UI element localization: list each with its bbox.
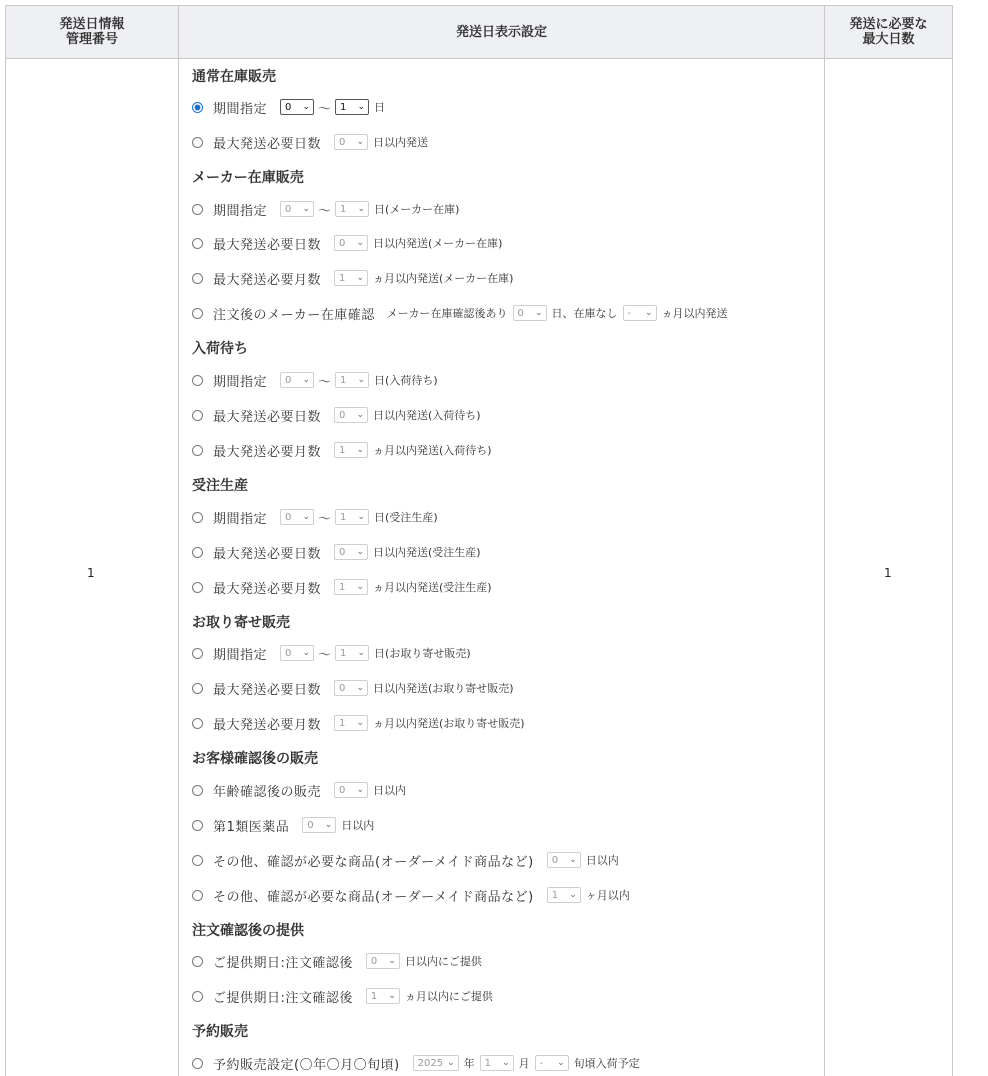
option-label: その他、確認が必要な商品(オーダーメイド商品など) xyxy=(213,854,534,870)
option-row[interactable] xyxy=(192,440,494,460)
option-suffix: ヵ月以内にご提供 xyxy=(404,990,493,1003)
option-suffix: ヵ月以内発送 xyxy=(661,307,728,320)
dropdown-value: 0 xyxy=(339,237,346,249)
option-label: 最大発送必要日数 xyxy=(213,409,322,425)
option-row[interactable] xyxy=(192,370,440,390)
header-management-number xyxy=(6,6,178,58)
option-suffix: ヵ月以内発送(お取り寄せ販売) xyxy=(373,717,525,730)
radio-button[interactable] xyxy=(192,445,203,456)
chevron-down-icon: ⌄ xyxy=(356,410,365,420)
dropdown-value: 0 xyxy=(339,784,346,796)
option-suffix: ヶ月以内 xyxy=(585,889,630,902)
option-label: 最大発送必要日数 xyxy=(213,136,322,152)
option-row[interactable] xyxy=(192,951,484,971)
chevron-down-icon: ⌄ xyxy=(356,683,365,693)
dropdown-value: 1 xyxy=(340,511,347,523)
dropdown-value: - xyxy=(627,307,632,319)
dropdown-value: 0 xyxy=(285,101,292,113)
option-suffix: 年 xyxy=(463,1057,475,1070)
option-label: 最大発送必要日数 xyxy=(213,682,322,698)
chevron-down-icon: ⌄ xyxy=(388,991,396,1001)
dropdown-select[interactable] xyxy=(302,817,336,833)
section-title: 受注生産 xyxy=(192,478,248,494)
radio-button[interactable] xyxy=(192,785,203,796)
chevron-down-icon: ⌄ xyxy=(302,648,311,658)
dropdown-select[interactable] xyxy=(334,270,368,286)
dropdown-value: 0 xyxy=(307,819,314,831)
dropdown-select[interactable] xyxy=(334,442,368,458)
option-suffix: 日以内 xyxy=(341,819,375,832)
chevron-down-icon: ⌄ xyxy=(356,718,365,728)
dropdown-value: 0 xyxy=(285,203,292,215)
dropdown-select[interactable] xyxy=(547,887,581,903)
dropdown-select[interactable] xyxy=(334,782,368,798)
tilde-separator: 〜 xyxy=(318,101,332,117)
dropdown-value: 1 xyxy=(484,1057,492,1069)
radio-button[interactable] xyxy=(192,273,203,284)
chevron-down-icon: ⌄ xyxy=(502,1058,510,1068)
option-suffix: ヵ月以内発送(入荷待ち) xyxy=(373,444,492,457)
option-label: 期間指定 xyxy=(213,511,268,527)
option-label: 最大発送必要月数 xyxy=(213,581,322,597)
dropdown-select[interactable] xyxy=(623,305,657,321)
chevron-down-icon: ⌄ xyxy=(357,102,366,112)
option-suffix: 日 xyxy=(374,101,386,114)
option-suffix: ヵ月以内発送(受注生産) xyxy=(373,581,492,594)
radio-button[interactable] xyxy=(192,375,203,386)
radio-button[interactable] xyxy=(192,683,203,694)
option-suffix: 日(お取り寄せ販売) xyxy=(374,647,471,660)
option-suffix: ヵ月以内発送(メーカー在庫) xyxy=(373,272,514,285)
option-label: 最大発送必要月数 xyxy=(213,717,322,733)
option-label: 第1類医薬品 xyxy=(213,819,290,835)
radio-button[interactable] xyxy=(192,820,203,831)
option-suffix: 旬頃入荷予定 xyxy=(573,1057,640,1070)
dropdown-value: 1 xyxy=(339,444,346,456)
option-row[interactable] xyxy=(192,850,621,870)
option-label: 期間指定 xyxy=(213,203,268,219)
option-suffix: 日以内 xyxy=(373,784,407,797)
chevron-down-icon: ⌄ xyxy=(447,1058,455,1068)
radio-button[interactable] xyxy=(192,890,203,901)
header-line: 発送日情報 xyxy=(59,17,125,32)
radio-button[interactable] xyxy=(192,718,203,729)
dropdown-select[interactable] xyxy=(280,372,314,388)
radio-button[interactable] xyxy=(192,102,203,113)
header-max-days xyxy=(825,6,952,58)
section-title: お取り寄せ販売 xyxy=(192,615,290,631)
option-suffix: 日以内発送(入荷待ち) xyxy=(373,409,481,422)
chevron-down-icon: ⌄ xyxy=(356,445,365,455)
section-title: お客様確認後の販売 xyxy=(192,751,318,767)
option-suffix: 月 xyxy=(518,1057,530,1070)
dropdown-value: 0 xyxy=(517,307,524,319)
dropdown-value: 1 xyxy=(340,647,347,659)
section-title: 通常在庫販売 xyxy=(192,69,276,85)
chevron-down-icon: ⌄ xyxy=(302,512,311,522)
shipping-date-table xyxy=(5,5,953,1076)
option-suffix: メーカー在庫確認後あり xyxy=(386,307,508,320)
option-label: 期間指定 xyxy=(213,647,268,663)
header-line: 最大日数 xyxy=(862,32,915,47)
column-divider xyxy=(178,6,179,1076)
chevron-down-icon: ⌄ xyxy=(534,308,543,318)
radio-button[interactable] xyxy=(192,648,203,659)
dropdown-value: 0 xyxy=(285,511,292,523)
tilde-separator: 〜 xyxy=(318,374,332,390)
option-row[interactable] xyxy=(192,1053,642,1073)
tilde-separator: 〜 xyxy=(318,647,332,663)
dropdown-select[interactable] xyxy=(335,372,369,388)
dropdown-value: 1 xyxy=(340,203,347,215)
option-row[interactable] xyxy=(192,97,387,117)
chevron-down-icon: ⌄ xyxy=(388,956,396,966)
option-suffix: 日以内発送(受注生産) xyxy=(373,546,481,559)
option-suffix: 日、在庫なし xyxy=(551,307,618,320)
radio-button[interactable] xyxy=(192,204,203,215)
chevron-down-icon: ⌄ xyxy=(569,855,577,865)
chevron-down-icon: ⌄ xyxy=(357,375,366,385)
chevron-down-icon: ⌄ xyxy=(302,102,311,112)
option-suffix: 日(メーカー在庫) xyxy=(374,203,460,216)
chevron-down-icon: ⌄ xyxy=(357,512,366,522)
tilde-separator: 〜 xyxy=(318,511,332,527)
option-row[interactable] xyxy=(192,233,504,253)
dropdown-select[interactable] xyxy=(535,1055,569,1071)
radio-button[interactable] xyxy=(192,855,203,866)
dropdown-value: 0 xyxy=(339,409,346,421)
radio-button[interactable] xyxy=(192,956,203,967)
option-label: 期間指定 xyxy=(213,101,268,117)
dropdown-select[interactable] xyxy=(280,201,314,217)
header-line: 発送に必要な xyxy=(849,17,928,32)
option-label: その他、確認が必要な商品(オーダーメイド商品など) xyxy=(213,889,534,905)
max-days-value: 1 xyxy=(884,566,892,580)
dropdown-value: 1 xyxy=(551,889,559,901)
option-label: 年齢確認後の販売 xyxy=(213,784,322,800)
option-label: 最大発送必要日数 xyxy=(213,546,322,562)
option-row[interactable] xyxy=(192,577,494,597)
dropdown-value: 0 xyxy=(370,955,378,967)
dropdown-select[interactable] xyxy=(280,645,314,661)
dropdown-select[interactable] xyxy=(413,1055,459,1071)
header-line: 発送日表示設定 xyxy=(455,24,547,40)
dropdown-select[interactable] xyxy=(513,305,547,321)
dropdown-select[interactable] xyxy=(366,988,400,1004)
radio-button[interactable] xyxy=(192,238,203,249)
dropdown-select[interactable] xyxy=(334,134,368,150)
dropdown-select[interactable] xyxy=(335,99,369,115)
option-label: ご提供期日:注文確認後 xyxy=(213,990,353,1006)
option-row[interactable] xyxy=(192,780,408,800)
dropdown-value: 0 xyxy=(339,136,346,148)
dropdown-value: 0 xyxy=(285,647,292,659)
dropdown-select[interactable] xyxy=(334,680,368,696)
chevron-down-icon: ⌄ xyxy=(302,204,311,214)
dropdown-select[interactable] xyxy=(480,1055,514,1071)
chevron-down-icon: ⌄ xyxy=(356,547,365,557)
option-row[interactable] xyxy=(192,713,527,733)
dropdown-value: 0 xyxy=(285,374,292,386)
option-label: 期間指定 xyxy=(213,374,268,390)
chevron-down-icon: ⌄ xyxy=(356,582,365,592)
dropdown-value: 1 xyxy=(339,581,346,593)
option-label: 予約販売設定(〇年〇月〇旬頃) xyxy=(213,1057,400,1073)
option-row[interactable] xyxy=(192,885,632,905)
dropdown-select[interactable] xyxy=(334,715,368,731)
chevron-down-icon: ⌄ xyxy=(356,273,365,283)
dropdown-value: 0 xyxy=(339,546,346,558)
option-row[interactable] xyxy=(192,303,730,323)
dropdown-value: 1 xyxy=(340,374,347,386)
radio-button[interactable] xyxy=(192,410,203,421)
option-row[interactable] xyxy=(192,815,376,835)
radio-button[interactable] xyxy=(192,512,203,523)
dropdown-select[interactable] xyxy=(335,509,369,525)
option-suffix: 日以内発送(メーカー在庫) xyxy=(373,237,503,250)
chevron-down-icon: ⌄ xyxy=(357,204,366,214)
dropdown-select[interactable] xyxy=(366,953,400,969)
option-row[interactable] xyxy=(192,132,430,152)
chevron-down-icon: ⌄ xyxy=(644,308,653,318)
option-row[interactable] xyxy=(192,268,515,288)
chevron-down-icon: ⌄ xyxy=(557,1058,565,1068)
option-suffix: 日以内発送(お取り寄せ販売) xyxy=(373,682,514,695)
option-label: ご提供期日:注文確認後 xyxy=(213,955,353,971)
option-row[interactable] xyxy=(192,643,473,663)
management-number-value: 1 xyxy=(87,566,95,580)
dropdown-value: 1 xyxy=(370,990,378,1002)
radio-button[interactable] xyxy=(192,308,203,319)
dropdown-select[interactable] xyxy=(335,645,369,661)
option-row[interactable] xyxy=(192,986,495,1006)
dropdown-value: 2025 xyxy=(417,1057,444,1069)
dropdown-select[interactable] xyxy=(280,509,314,525)
option-label: 最大発送必要月数 xyxy=(213,272,322,288)
dropdown-value: 1 xyxy=(339,717,346,729)
option-row[interactable] xyxy=(192,199,461,219)
option-label: 最大発送必要日数 xyxy=(213,237,322,253)
dropdown-value: 1 xyxy=(339,272,346,284)
radio-button[interactable] xyxy=(192,547,203,558)
dropdown-select[interactable] xyxy=(334,579,368,595)
dropdown-select[interactable] xyxy=(334,235,368,251)
dropdown-select[interactable] xyxy=(280,99,314,115)
dropdown-value: - xyxy=(539,1057,544,1069)
option-suffix: 日(受注生産) xyxy=(374,511,438,524)
dropdown-value: 0 xyxy=(551,854,559,866)
chevron-down-icon: ⌄ xyxy=(356,238,365,248)
option-row[interactable] xyxy=(192,678,516,698)
section-title: 予約販売 xyxy=(192,1024,248,1040)
dropdown-select[interactable] xyxy=(547,852,581,868)
column-divider xyxy=(824,6,825,1076)
dropdown-value: 0 xyxy=(339,682,346,694)
dropdown-value: 1 xyxy=(340,101,347,113)
chevron-down-icon: ⌄ xyxy=(324,820,333,830)
radio-button[interactable] xyxy=(192,137,203,148)
option-label: 注文後のメーカー在庫確認 xyxy=(213,307,375,323)
dropdown-select[interactable] xyxy=(334,407,368,423)
option-suffix: 日(入荷待ち) xyxy=(374,374,438,387)
radio-button[interactable] xyxy=(192,582,203,593)
section-title: 注文確認後の提供 xyxy=(192,923,304,939)
header-display-settings xyxy=(179,6,824,58)
chevron-down-icon: ⌄ xyxy=(356,137,365,147)
chevron-down-icon: ⌄ xyxy=(302,375,311,385)
radio-button[interactable] xyxy=(192,1058,203,1069)
dropdown-select[interactable] xyxy=(334,544,368,560)
option-suffix: 日以内 xyxy=(585,854,619,867)
chevron-down-icon: ⌄ xyxy=(357,648,366,658)
option-row[interactable] xyxy=(192,542,483,562)
option-row[interactable] xyxy=(192,507,440,527)
option-suffix: 日以内にご提供 xyxy=(404,955,482,968)
section-title: 入荷待ち xyxy=(192,341,248,357)
radio-button[interactable] xyxy=(192,991,203,1002)
tilde-separator: 〜 xyxy=(318,203,332,219)
section-title: メーカー在庫販売 xyxy=(192,170,304,186)
chevron-down-icon: ⌄ xyxy=(356,785,365,795)
header-line: 管理番号 xyxy=(65,32,118,47)
option-label: 最大発送必要月数 xyxy=(213,444,322,460)
chevron-down-icon: ⌄ xyxy=(569,890,577,900)
option-row[interactable] xyxy=(192,405,483,425)
dropdown-select[interactable] xyxy=(335,201,369,217)
option-suffix: 日以内発送 xyxy=(373,136,429,149)
